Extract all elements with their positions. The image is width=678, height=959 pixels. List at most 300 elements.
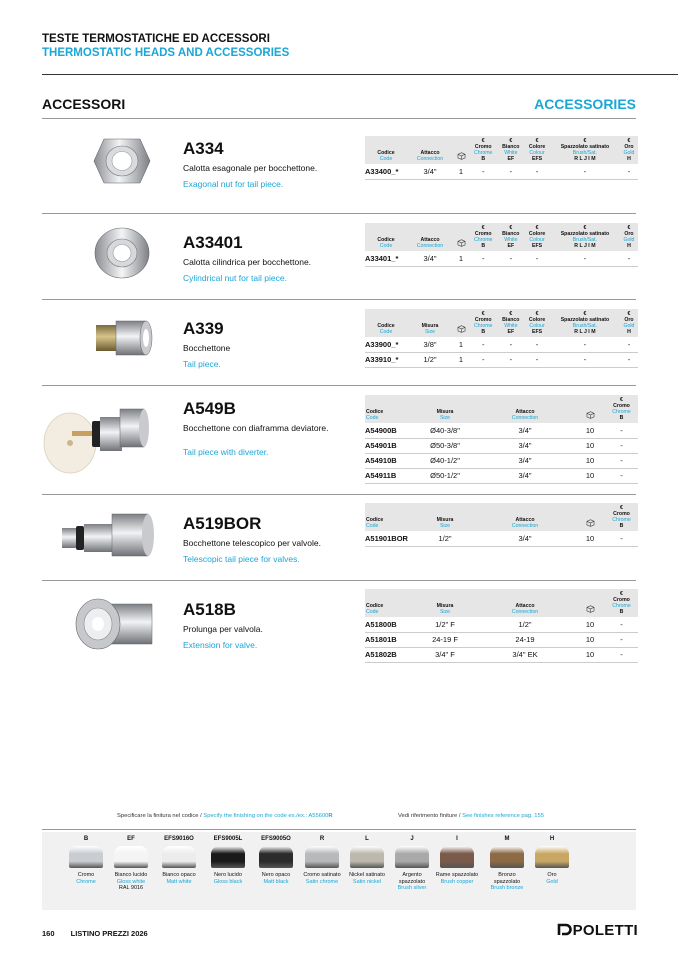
finish-code: L: [365, 836, 369, 842]
finish-name-en: Brush bronze: [490, 885, 524, 891]
price-table: [365, 136, 638, 180]
table-cell: A33900_*: [365, 337, 407, 352]
col-code-label-en: Code: [379, 329, 393, 335]
col-white: [497, 309, 524, 337]
finish-code: EFS9016O: [164, 836, 194, 842]
col-chrome-code: B: [481, 156, 486, 162]
product-desc-it: Calotta cilindrica per bocchettone.: [183, 257, 312, 267]
product-code: A549B: [183, 399, 236, 418]
col-conn-label: Attacco: [515, 603, 535, 609]
table-cell: -: [469, 352, 497, 367]
euro-sign: €: [583, 311, 587, 317]
table-cell: -: [620, 337, 638, 352]
price-table: [365, 395, 638, 484]
col-colour-label-en: Colour: [529, 237, 545, 243]
col-chrome-label: Cromo: [613, 511, 630, 517]
section-title-en: ACCESSORIES: [534, 96, 636, 112]
product-code: A518B: [183, 600, 236, 619]
table-cell: A51802B: [365, 647, 415, 662]
product-divider: [42, 299, 636, 300]
col-pack: [453, 223, 469, 251]
finish-swatch-item: [435, 836, 479, 885]
col-chrome-label-en: Chrome: [612, 409, 631, 415]
col-code-label-en: Code: [379, 243, 393, 249]
table-cell: A51801B: [365, 632, 415, 647]
col-chrome-label: Cromo: [613, 597, 630, 603]
table-cell: -: [497, 337, 524, 352]
finish-reference-note: [398, 813, 544, 819]
product-desc-en: Exagonal nut for tail piece.: [183, 179, 284, 189]
col-conn-label: Attacco: [420, 150, 440, 156]
product-desc-it: Bocchettone: [183, 343, 231, 353]
col-pack: [575, 589, 605, 617]
col-gold: [620, 136, 638, 164]
table-cell: 10: [575, 468, 605, 483]
col-brush-code: R L J I M: [574, 329, 596, 335]
finish-code: J: [410, 836, 414, 842]
finish-note: [117, 813, 333, 819]
page-footer: [42, 929, 148, 938]
product-block: [42, 213, 636, 299]
col-chrome-code: B: [619, 523, 624, 529]
col-code-label: Codice: [377, 237, 395, 243]
col-colour-code: EFS: [532, 243, 543, 249]
price-table: [365, 223, 638, 267]
table-cell: -: [550, 164, 620, 179]
col-conn-label-en: Connection: [416, 243, 444, 249]
col-chrome: [469, 223, 497, 251]
finish-name-it: Argento spazzolato: [398, 872, 426, 885]
finish-swatch-item: [206, 836, 250, 885]
header-title-it: TESTE TERMOSTATICHE ED ACCESSORI: [42, 33, 270, 45]
euro-sign: €: [535, 225, 539, 231]
table-cell: 10: [575, 438, 605, 453]
table-cell: -: [605, 468, 638, 483]
euro-sign: €: [481, 225, 485, 231]
col-chrome-label: Cromo: [474, 231, 492, 237]
table-cell: 24-19 F: [415, 632, 475, 647]
table-cell: -: [469, 251, 497, 266]
col-gold-label-en: Gold: [623, 237, 635, 243]
col-brush-code: R L J I M: [574, 156, 596, 162]
table-cell: Ø40-3/8": [415, 423, 475, 438]
table-cell: 1: [453, 164, 469, 179]
col-code: [365, 136, 407, 164]
product-code: A339: [183, 319, 224, 338]
finish-name-en: Satin nickel: [352, 878, 382, 885]
col-chrome-label-en: Chrome: [612, 517, 631, 523]
finish-name-en: Matt white: [166, 878, 192, 885]
finish-swatch: [69, 846, 103, 868]
table-cell: -: [605, 531, 638, 546]
package-icon: [586, 609, 595, 615]
euro-sign: €: [535, 138, 539, 144]
col-code: [365, 309, 407, 337]
col-colour: [524, 309, 550, 337]
table-cell: 1/2": [415, 531, 475, 546]
table-cell: -: [524, 251, 550, 266]
col-colour-code: EFS: [532, 329, 543, 335]
finish-swatch: [440, 846, 474, 868]
page-header: [42, 32, 289, 60]
product-desc-en: Extension for valve.: [183, 640, 258, 650]
finish-swatch: [490, 846, 524, 868]
table-row: [365, 453, 638, 468]
col-pack: [453, 309, 469, 337]
col-conn: [475, 503, 575, 531]
col-chrome-label-en: Chrome: [612, 603, 631, 609]
table-row: [365, 647, 638, 662]
table-cell: 3/4" F: [415, 647, 475, 662]
col-code-label-en: Code: [379, 156, 393, 162]
col-size-label-en: Size: [424, 329, 436, 335]
col-gold-label-en: Gold: [623, 150, 635, 156]
product-desc-en: Telescopic tail piece for valves.: [183, 554, 300, 564]
table-row: [365, 617, 638, 632]
euro-sign: €: [481, 138, 485, 144]
table-cell: 3/4": [475, 438, 575, 453]
euro-sign: €: [481, 311, 485, 317]
package-icon: [586, 523, 595, 529]
col-gold-label: Oro: [624, 317, 634, 323]
table-cell: A54900B: [365, 423, 415, 438]
col-colour-label: Colore: [528, 317, 546, 323]
col-chrome-code: B: [619, 415, 624, 421]
table-cell: 3/8": [407, 337, 453, 352]
finish-swatch-item: [64, 836, 108, 885]
col-chrome-code: B: [481, 243, 486, 249]
col-colour-code: EFS: [532, 156, 543, 162]
product-block: [42, 119, 636, 213]
col-colour-label: Colore: [528, 231, 546, 237]
col-chrome-label-en: Chrome: [473, 237, 493, 243]
finish-name-it: Nero lucido: [214, 872, 242, 878]
table-cell: 1: [453, 352, 469, 367]
col-brush-label-en: Brush/Sat.: [572, 150, 598, 156]
table-cell: -: [620, 164, 638, 179]
finish-code: EF: [127, 836, 135, 842]
col-chrome: [469, 136, 497, 164]
table-cell: -: [524, 164, 550, 179]
col-chrome-label-en: Chrome: [473, 150, 493, 156]
product-desc-it: Bocchettone con diaframma deviatore.: [183, 423, 329, 433]
finish-note-it: Specificare la finitura nel codice /: [117, 813, 204, 819]
product-desc-en: Cylindrical nut for tail piece.: [183, 273, 287, 283]
table-cell: -: [497, 164, 524, 179]
finish-code: EFS9005L: [213, 836, 243, 842]
table-cell: -: [605, 617, 638, 632]
finish-swatch-item: [530, 836, 574, 885]
table-cell: -: [469, 164, 497, 179]
table-cell: Ø40-1/2": [415, 453, 475, 468]
finish-name-it: Cromo: [77, 872, 95, 878]
finish-swatch-item: [345, 836, 389, 885]
col-gold-code: H: [627, 243, 631, 249]
col-colour-label-en: Colour: [529, 323, 545, 329]
col-chrome-label-en: Chrome: [473, 323, 493, 329]
table-cell: 1/2": [407, 352, 453, 367]
euro-sign: €: [535, 311, 539, 317]
product-block: [42, 299, 636, 385]
finish-ref-en: See finishes reference pag. 155: [462, 813, 544, 819]
product-block: [42, 494, 636, 580]
table-cell: -: [497, 352, 524, 367]
col-brush-label: Spazzolato satinato: [560, 317, 610, 323]
finish-name-it: Bronzo spazzolato: [493, 872, 521, 885]
col-brush-label-en: Brush/Sat.: [572, 323, 598, 329]
col-brush: [550, 223, 620, 251]
table-row: [365, 352, 638, 367]
euro-sign: €: [620, 397, 623, 403]
col-code: [365, 223, 407, 251]
table-cell: Ø50-3/8": [415, 438, 475, 453]
col-chrome: [605, 503, 638, 531]
col-code: [365, 503, 415, 531]
col-code-label: Codice: [366, 517, 384, 523]
table-cell: 1: [453, 251, 469, 266]
table-cell: A51800B: [365, 617, 415, 632]
col-brush-label: Spazzolato satinato: [560, 231, 610, 237]
product-desc-it: Prolunga per valvola.: [183, 624, 263, 634]
catalog-title: LISTINO PREZZI 2026: [70, 929, 148, 938]
table-cell: -: [605, 647, 638, 662]
col-white-label-en: White: [504, 150, 518, 156]
col-white-code: EF: [507, 156, 515, 162]
finish-name-en: Matt black: [263, 878, 289, 885]
col-white: [497, 136, 524, 164]
col-white-label: Bianco: [502, 144, 520, 150]
table-cell: 10: [575, 423, 605, 438]
product-desc-en: Tail piece with diverter.: [183, 447, 269, 457]
euro-sign: €: [627, 225, 631, 231]
table-row: [365, 337, 638, 352]
product-divider: [42, 580, 636, 581]
finish-name-en: Gloss black: [213, 878, 243, 885]
finishes-legend: [42, 832, 636, 910]
finish-note-en: Specify the finishing on the code es./ex.: A55600: [203, 813, 329, 819]
finish-code: M: [504, 836, 510, 842]
table-cell: 3/4": [475, 531, 575, 546]
table-cell: 3/4": [475, 468, 575, 483]
col-brush-label: Spazzolato satinato: [560, 144, 610, 150]
finish-swatch: [114, 846, 148, 868]
col-chrome-code: B: [481, 329, 486, 335]
col-gold: [620, 223, 638, 251]
table-row: [365, 164, 638, 179]
product-desc-it: Bocchettone telescopico per valvole.: [183, 538, 321, 548]
table-cell: 10: [575, 617, 605, 632]
table-cell: 10: [575, 531, 605, 546]
col-white-label-en: White: [504, 237, 518, 243]
finish-code: B: [83, 836, 89, 842]
col-chrome-code: B: [619, 609, 624, 615]
table-cell: 3/4": [475, 423, 575, 438]
finish-name-en: Satin chrome: [305, 878, 339, 885]
col-conn-label-en: Connection: [511, 609, 539, 615]
col-gold-label-en: Gold: [623, 323, 635, 329]
finish-swatch-item: [390, 836, 434, 892]
finish-name-en: Brush copper: [440, 878, 474, 885]
table-cell: -: [605, 423, 638, 438]
col-code-label-en: Code: [366, 523, 379, 529]
table-cell: 1/2" F: [415, 617, 475, 632]
table-cell: -: [605, 453, 638, 468]
package-icon: [586, 415, 595, 421]
col-conn: [407, 223, 453, 251]
finish-code: EFS9005O: [261, 836, 291, 842]
euro-sign: €: [620, 505, 623, 511]
col-size-label-en: Size: [439, 523, 451, 529]
table-cell: A54901B: [365, 438, 415, 453]
finish-swatch: [162, 846, 196, 868]
table-cell: -: [605, 632, 638, 647]
col-chrome-label: Cromo: [613, 403, 630, 409]
table-cell: A33910_*: [365, 352, 407, 367]
table-cell: -: [524, 352, 550, 367]
product-block: [42, 580, 636, 690]
finish-swatch: [535, 846, 569, 868]
col-conn: [475, 589, 575, 617]
finish-code: I: [456, 836, 458, 842]
page-number: 160: [42, 929, 55, 938]
col-pack: [453, 136, 469, 164]
col-colour-label: Colore: [528, 144, 546, 150]
finish-swatch: [211, 846, 245, 868]
euro-sign: €: [509, 225, 513, 231]
table-cell: -: [620, 251, 638, 266]
table-cell: 1: [453, 337, 469, 352]
header-title-en: THERMOSTATIC HEADS AND ACCESSORIES: [42, 47, 290, 59]
product-image: [88, 315, 198, 375]
table-cell: 3/4" EK: [475, 647, 575, 662]
finish-swatch-item: [300, 836, 344, 885]
table-row: [365, 468, 638, 483]
table-cell: -: [550, 337, 620, 352]
product-divider: [42, 213, 636, 214]
col-size-label-en: Size: [439, 609, 451, 615]
table-row: [365, 251, 638, 266]
euro-sign: €: [509, 311, 513, 317]
col-brush-label-en: Brush/Sat.: [572, 237, 598, 243]
col-conn-label: Attacco: [515, 517, 535, 523]
table-cell: A51901BOR: [365, 531, 415, 546]
table-cell: 24-19: [475, 632, 575, 647]
table-cell: A33401_*: [365, 251, 407, 266]
table-row: [365, 423, 638, 438]
col-conn-label-en: Connection: [511, 523, 539, 529]
finish-swatch: [395, 846, 429, 868]
table-row: [365, 531, 638, 546]
finish-name-it: Bianco opaco: [162, 872, 196, 878]
table-cell: A33400_*: [365, 164, 407, 179]
euro-sign: €: [509, 138, 513, 144]
table-cell: 10: [575, 453, 605, 468]
euro-sign: €: [583, 138, 587, 144]
col-code-label: Codice: [366, 603, 384, 609]
table-cell: Ø50-1/2": [415, 468, 475, 483]
product-code: A519BOR: [183, 514, 262, 533]
col-white-code: EF: [507, 329, 515, 335]
col-colour: [524, 223, 550, 251]
finish-ref-it: Vedi riferimento finiture /: [398, 813, 463, 819]
table-row: [365, 632, 638, 647]
table-cell: -: [550, 352, 620, 367]
col-chrome-label: Cromo: [474, 144, 492, 150]
col-size-label: Misura: [436, 517, 454, 523]
product-image: [58, 504, 168, 564]
table-cell: -: [620, 352, 638, 367]
col-conn-label: Attacco: [420, 237, 440, 243]
col-colour: [524, 136, 550, 164]
col-gold: [620, 309, 638, 337]
table-cell: 10: [575, 647, 605, 662]
finish-name-it: Oro: [547, 872, 557, 878]
finish-swatch-item: [157, 836, 201, 885]
euro-sign: €: [627, 311, 631, 317]
header-divider: [42, 74, 678, 75]
finish-swatch-item: [254, 836, 298, 885]
price-table: [365, 589, 638, 663]
finish-name-it: Nero opaco: [261, 872, 291, 878]
col-pack: [575, 395, 605, 423]
finish-swatch-item: [109, 836, 153, 892]
table-cell: A54911B: [365, 468, 415, 483]
finish-note-code: R: [328, 813, 333, 819]
table-cell: 3/4": [407, 164, 453, 179]
finish-name-it: Nickel satinato: [349, 872, 385, 878]
brand-logo: [557, 922, 638, 939]
finish-code: H: [549, 836, 555, 842]
col-code: [365, 395, 415, 423]
table-cell: -: [497, 251, 524, 266]
col-gold-code: H: [627, 156, 631, 162]
finish-swatch-item: [485, 836, 529, 892]
col-chrome-label: Cromo: [474, 317, 492, 323]
col-white: [497, 223, 524, 251]
table-cell: 3/4": [475, 453, 575, 468]
product-divider: [42, 385, 636, 386]
table-cell: -: [605, 438, 638, 453]
table-cell: -: [524, 337, 550, 352]
product-desc-en: Tail piece.: [183, 359, 221, 369]
col-code-label-en: Code: [366, 415, 379, 421]
euro-sign: €: [627, 138, 631, 144]
col-code-label: Codice: [377, 323, 395, 329]
finish-name-it: Bianco lucido: [114, 872, 148, 878]
product-divider: [42, 494, 636, 495]
col-chrome: [469, 309, 497, 337]
col-code-label: Codice: [366, 409, 384, 415]
product-image: [72, 594, 182, 654]
col-conn-label-en: Connection: [416, 156, 444, 162]
col-white-label-en: White: [504, 323, 518, 329]
col-white-label: Bianco: [502, 317, 520, 323]
price-table: [365, 309, 638, 368]
finish-name-it: Cromo satinato: [303, 872, 341, 878]
col-size-label-en: Size: [439, 415, 451, 421]
table-cell: 10: [575, 632, 605, 647]
col-gold-label: Oro: [624, 144, 634, 150]
col-white-code: EF: [507, 243, 515, 249]
product-image: [42, 395, 152, 455]
col-gold-label: Oro: [624, 231, 634, 237]
package-icon: [457, 329, 466, 335]
table-cell: A54910B: [365, 453, 415, 468]
table-cell: -: [469, 337, 497, 352]
finish-extra: RAL 9016: [118, 885, 144, 891]
col-conn-label: Attacco: [515, 409, 535, 415]
col-size: [415, 589, 475, 617]
